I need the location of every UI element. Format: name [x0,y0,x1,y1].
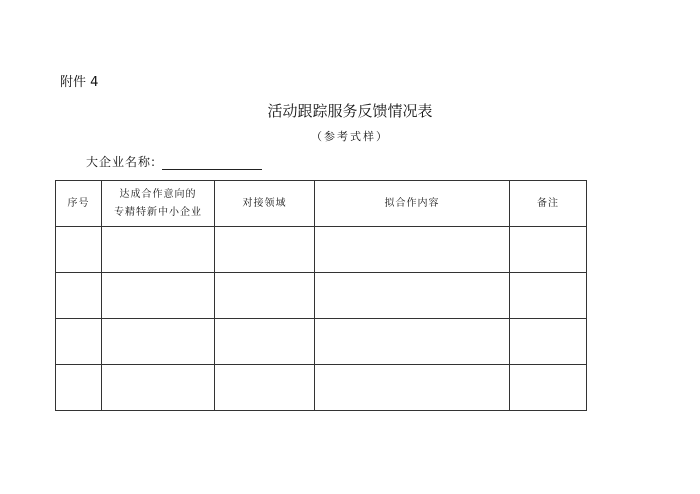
cell-content[interactable] [315,273,510,319]
header-partner-line2: 专精特新中小企业 [114,206,202,218]
header-seq: 序号 [56,181,102,227]
table-row [56,227,587,273]
company-name-row [86,154,262,170]
form-title: 活动跟踪服务反馈情况表 [267,102,433,120]
cell-content[interactable] [315,319,510,365]
feedback-table [55,180,587,411]
cell-notes[interactable] [510,319,587,365]
cell-partner-sme[interactable] [102,227,215,273]
attachment-label: 附件 4 [60,75,99,90]
cell-seq[interactable] [56,365,102,411]
cell-notes[interactable] [510,273,587,319]
company-name-label: 大企业名称: [86,155,157,169]
header-partner-line1: 达成合作意向的 [119,188,197,200]
company-name-blank[interactable] [162,156,262,170]
table-row [56,273,587,319]
header-field: 对接领域 [215,181,315,227]
header-notes: 备注 [510,181,587,227]
table-row [56,319,587,365]
cell-seq[interactable] [56,273,102,319]
cell-partner-sme[interactable] [102,365,215,411]
cell-seq[interactable] [56,227,102,273]
cell-notes[interactable] [510,227,587,273]
header-content: 拟合作内容 [315,181,510,227]
cell-field[interactable] [215,227,315,273]
cell-field[interactable] [215,319,315,365]
cell-partner-sme[interactable] [102,319,215,365]
header-partner-sme [102,181,215,227]
cell-partner-sme[interactable] [102,273,215,319]
form-subtitle: （参考式样） [311,130,389,143]
cell-content[interactable] [315,227,510,273]
cell-field[interactable] [215,365,315,411]
cell-content[interactable] [315,365,510,411]
table-row [56,365,587,411]
cell-field[interactable] [215,273,315,319]
cell-seq[interactable] [56,319,102,365]
table-header-row [56,181,587,227]
cell-notes[interactable] [510,365,587,411]
